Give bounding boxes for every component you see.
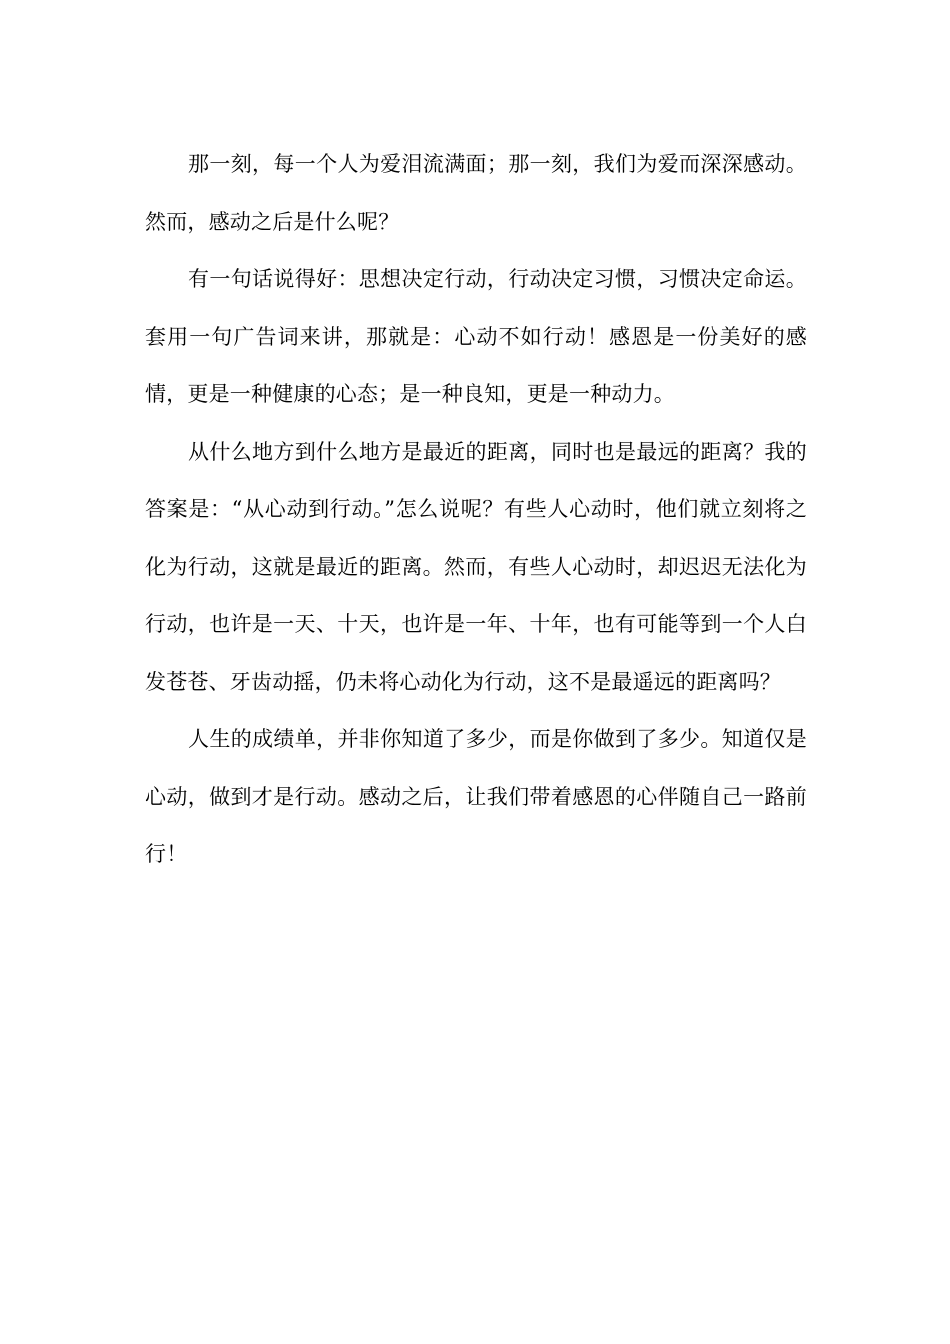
paragraph-1: 那一刻，每一个人为爱泪流满面；那一刻，我们为爱而深深感动。然而，感动之后是什么呢？ bbox=[145, 152, 807, 234]
document-body bbox=[145, 136, 807, 884]
paragraph-4: 人生的成绩单，并非你知道了多少，而是你做到了多少。知道仅是心动，做到才是行动。感动之后，让我们带着感恩的心伴随自己一路前行！ bbox=[145, 727, 807, 866]
paragraph-2: 有一句话说得好：思想决定行动，行动决定习惯，习惯决定命运。套用一句广告词来讲，那就是：心动不如行动！感恩是一份美好的感情，更是一种健康的心态；是一种良知，更是一种动力。 bbox=[145, 267, 807, 406]
paragraph-3: 从什么地方到什么地方是最近的距离，同时也是最远的距离？我的答案是：“从心动到行动。”怎么说呢？有些人心动时，他们就立刻将之化为行动，这就是最近的距离。然而，有些人心动时，却迟迟无法化为行动，也许是一天、十天，也许是一年、十年，也有可能等到一个人白发苍苍、牙齿动摇，仍未将心动化为行动，这不是最遥远的距离吗？ bbox=[145, 439, 807, 694]
